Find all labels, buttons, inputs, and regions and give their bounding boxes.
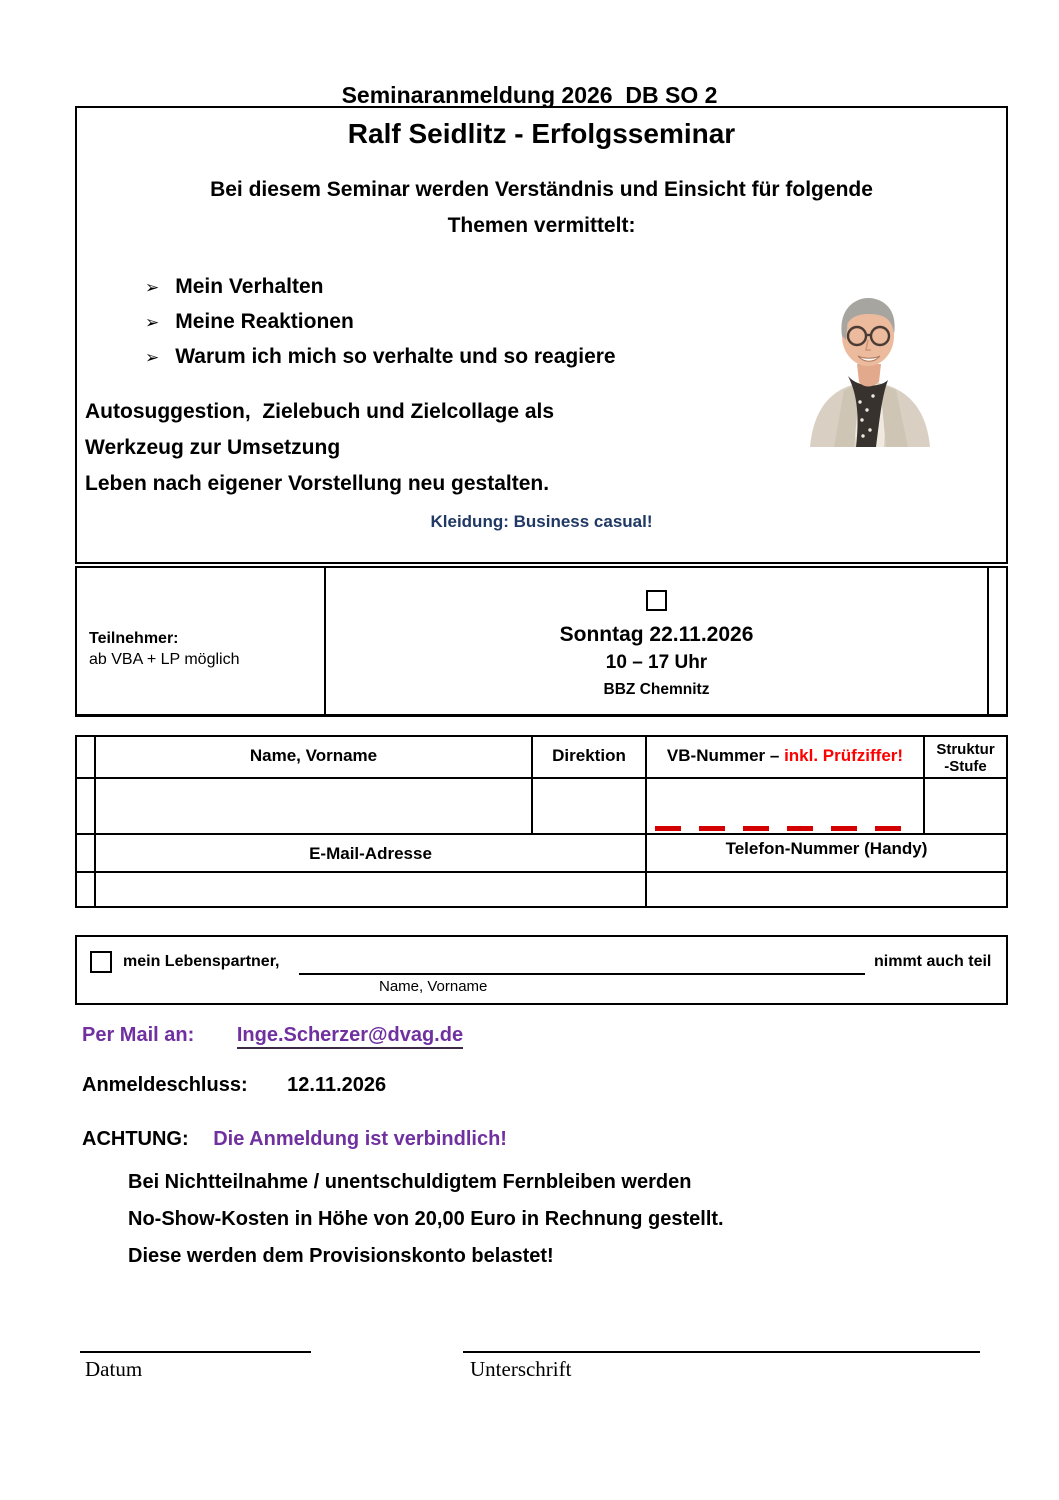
session-side-cell — [987, 568, 1006, 714]
signature-line[interactable] — [463, 1351, 980, 1353]
session-time: 10 – 17 Uhr — [605, 652, 708, 673]
participants-note: ab VBA + LP möglich — [89, 651, 240, 668]
row-marker-cell — [77, 737, 96, 779]
partner-label: mein Lebenspartner, — [123, 953, 280, 970]
deadline-date: 12.11.2026 — [287, 1074, 387, 1096]
seminar-intro-line2: Themen vermittelt: — [447, 214, 636, 237]
name-header-cell: Name, Vorname — [96, 737, 533, 779]
partner-name-line[interactable] — [299, 973, 865, 975]
row-marker-cell — [77, 873, 96, 906]
vb-number-label: VB-Nummer – — [666, 746, 785, 765]
row-marker-cell — [77, 835, 96, 873]
email-input-cell[interactable] — [96, 873, 647, 906]
vb-number-dashes — [655, 826, 903, 831]
session-table — [75, 566, 1008, 717]
attention-label: ACHTUNG: — [82, 1128, 189, 1150]
tools-line: Autosuggestion, Zielebuch und Zielcollage als — [85, 400, 555, 423]
struktur-header-line1: Struktur — [936, 741, 995, 758]
seminar-title: Ralf Seidlitz - Erfolgsseminar — [347, 118, 736, 149]
registration-table — [75, 735, 1008, 908]
direktion-header-cell: Direktion — [533, 737, 647, 779]
arrow-bullet-icon: ➢ — [145, 278, 160, 297]
partner-name-caption: Name, Vorname — [379, 978, 488, 995]
topic-item — [145, 340, 616, 375]
participants-label: Teilnehmer: — [89, 630, 179, 647]
partner-checkbox[interactable] — [90, 951, 112, 973]
topic-item — [145, 305, 616, 340]
tools-line: Werkzeug zur Umsetzung — [85, 436, 341, 459]
struktur-header-cell — [925, 737, 1006, 779]
signature-date-line[interactable] — [80, 1351, 311, 1353]
topic-list — [145, 270, 616, 375]
topic-label: Mein Verhalten — [175, 275, 324, 298]
page-title: Seminaranmeldung 2026 DB SO 2 — [341, 82, 718, 108]
struktur-header-line2: -Stufe — [944, 758, 987, 775]
attention-text: Die Anmeldung ist verbindlich! — [213, 1128, 507, 1150]
deadline-line — [82, 1074, 386, 1097]
arrow-bullet-icon: ➢ — [145, 348, 160, 367]
presenter-photo — [800, 284, 938, 447]
notice-first-line — [82, 1128, 724, 1151]
name-input-cell[interactable] — [96, 779, 533, 835]
arrow-bullet-icon: ➢ — [145, 313, 160, 332]
vb-number-warning: inkl. Prüfziffer! — [784, 746, 904, 765]
session-date: Sonntag 22.11.2026 — [559, 623, 754, 646]
seminar-intro — [77, 172, 1006, 244]
signature-date-label: Datum — [85, 1357, 143, 1381]
row-marker-cell — [77, 779, 96, 835]
dress-code-note: Kleidung: Business casual! — [430, 512, 653, 531]
seminar-box — [75, 106, 1008, 564]
vb-number-header-cell — [647, 737, 925, 779]
phone-input-cell[interactable] — [647, 873, 1006, 906]
session-cell — [326, 568, 987, 714]
notice-block — [82, 1128, 724, 1275]
struktur-input-cell[interactable] — [925, 779, 1006, 835]
mail-label: Per Mail an: — [82, 1024, 195, 1046]
signature-label: Unterschrift — [470, 1357, 572, 1381]
seminar-intro-line1: Bei diesem Seminar werden Verständnis und Einsicht für folgende — [210, 178, 873, 201]
session-location: BBZ Chemnitz — [603, 681, 710, 698]
mail-link[interactable]: Inge.Scherzer@dvag.de — [237, 1024, 463, 1049]
tools-paragraph — [85, 394, 554, 502]
email-header-cell: E-Mail-Adresse — [96, 835, 647, 873]
notice-line: No-Show-Kosten in Höhe von 20,00 Euro in Rechnung gestellt. — [128, 1208, 724, 1230]
participants-cell — [77, 568, 326, 714]
phone-header-cell: Telefon-Nummer (Handy) — [647, 835, 1006, 873]
notice-lines — [128, 1164, 724, 1275]
session-checkbox[interactable] — [646, 590, 667, 611]
topic-item — [145, 270, 616, 305]
tools-line: Leben nach eigener Vorstellung neu gestalten. — [85, 472, 550, 495]
direktion-input-cell[interactable] — [533, 779, 647, 835]
vb-number-input-cell[interactable] — [647, 779, 925, 835]
notice-line: Bei Nichtteilnahme / unentschuldigtem Fernbleiben werden — [128, 1171, 692, 1193]
partner-box — [75, 935, 1008, 1005]
topic-label: Meine Reaktionen — [175, 310, 354, 333]
notice-line: Diese werden dem Provisionskonto belastet! — [128, 1245, 554, 1267]
topic-label: Warum ich mich so verhalte und so reagiere — [175, 345, 616, 368]
partner-suffix: nimmt auch teil — [874, 953, 992, 970]
deadline-label: Anmeldeschluss: — [82, 1074, 248, 1096]
mail-line — [82, 1024, 463, 1047]
